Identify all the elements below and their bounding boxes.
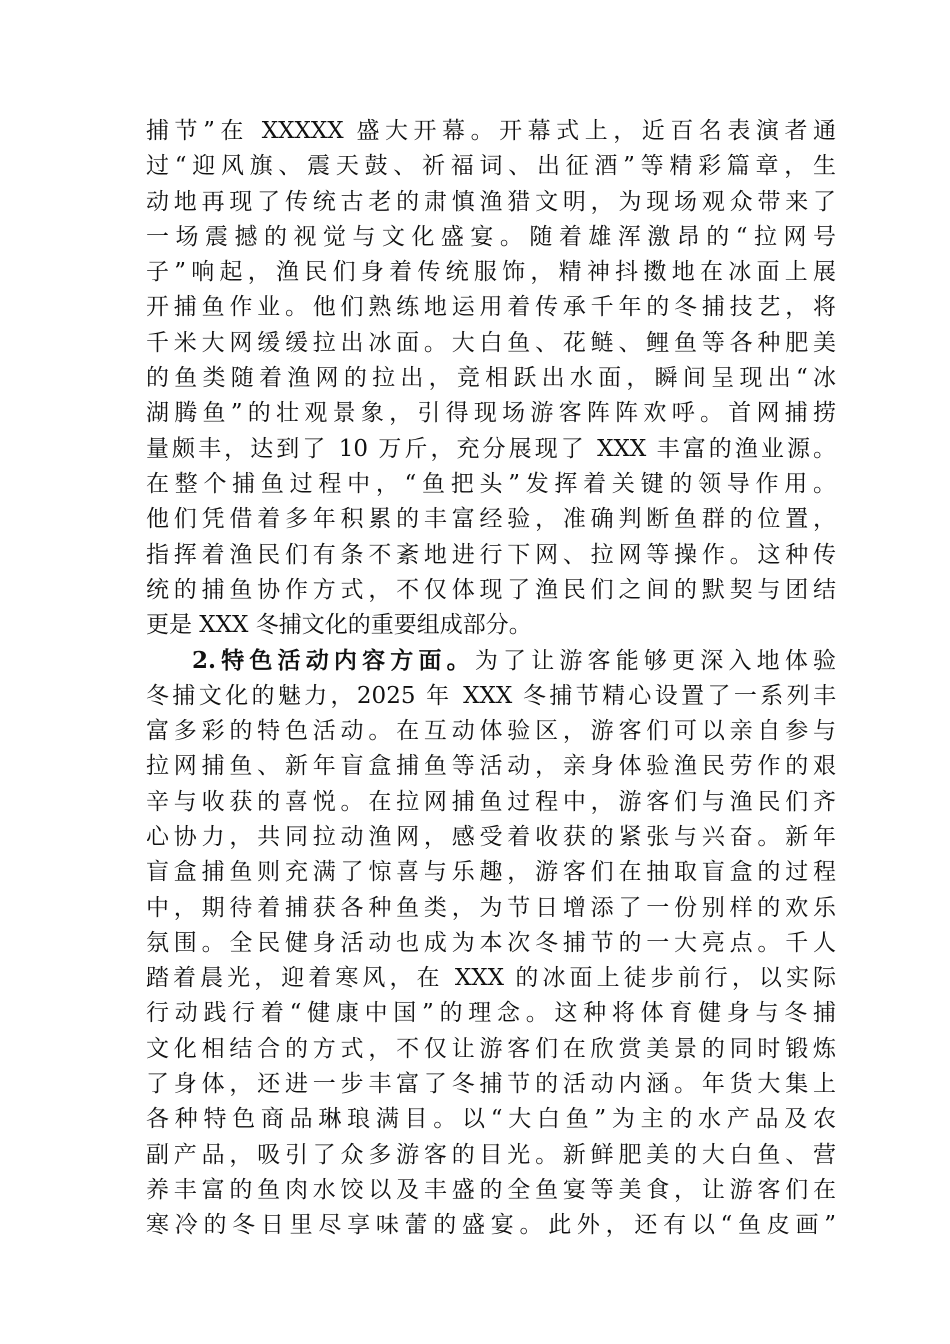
text-line: 氛围。全民健身活动也成为本次冬捕节的一大亮点。千人 <box>146 929 836 956</box>
text-line: 辛与收获的喜悦。在拉网捕鱼过程中，游客们与渔民们齐 <box>146 788 836 815</box>
text-line: 千米大网缓缓拉出冰面。大白鱼、花鲢、鲤鱼等各种肥美 <box>146 329 836 356</box>
text-line: 了身体，还进一步丰富了冬捕节的活动内涵。年货大集上 <box>146 1071 836 1098</box>
text-line: 心协力，共同拉动渔网，感受着收获的紧张与兴奋。新年 <box>146 823 836 850</box>
text-line: 各种特色商品琳琅满目。以“大白鱼”为主的水产品及农 <box>146 1106 836 1133</box>
text-line: 文化相结合的方式，不仅让游客们在欣赏美景的同时锻炼 <box>146 1035 836 1062</box>
text-line: 养丰富的鱼肉水饺以及丰盛的全鱼宴等美食，让游客们在 <box>146 1176 836 1203</box>
text-line: 一场震撼的视觉与文化盛宴。随着雄浑激昂的“拉网号 <box>146 223 836 250</box>
text-line: 量颇丰，达到了 10 万斤，充分展现了 XXX 丰富的渔业源。 <box>146 435 836 462</box>
heading-line-text: 为了让游客能够更深入地体验 <box>474 648 837 675</box>
text-line: 在整个捕鱼过程中，“鱼把头”发挥着关键的领导作用。 <box>146 470 836 497</box>
text-line: 更是 XXX 冬捕文化的重要组成部分。 <box>146 612 532 639</box>
text-line: 的鱼类随着渔网的拉出，竞相跃出水面，瞬间呈现出“冰 <box>146 365 836 392</box>
text-line <box>146 643 836 678</box>
text-line: 拉网捕鱼、新年盲盒捕鱼等活动，亲身体验渔民劳作的艰 <box>146 753 836 780</box>
text-line: 动地再现了传统古老的肃慎渔猎文明，为现场观众带来了 <box>146 188 836 215</box>
text-line: 开捕鱼作业。他们熟练地运用着传承千年的冬捕技艺，将 <box>146 294 836 321</box>
text-line: 副产品，吸引了众多游客的目光。新鲜肥美的大白鱼、营 <box>146 1141 836 1168</box>
document-body <box>146 114 836 1244</box>
text-line: 踏着晨光，迎着寒风，在 XXX 的冰面上徒步前行，以实际 <box>146 965 836 992</box>
paragraph-special-activities <box>146 643 836 1243</box>
text-line: 湖腾鱼”的壮观景象，引得现场游客阵阵欢呼。首网捕捞 <box>146 400 836 427</box>
text-line: 子”响起，渔民们身着传统服饰，精神抖擞地在冰面上展 <box>146 259 836 286</box>
text-line: 捕节”在 XXXXX 盛大开幕。开幕式上，近百名表演者通 <box>146 118 836 144</box>
text-line: 行动践行着“健康中国”的理念。这种将体育健身与冬捕 <box>146 1000 836 1027</box>
text-line: 冬捕文化的魅力，2025 年 XXX 冬捕节精心设置了一系列丰 <box>146 682 836 709</box>
text-line: 他们凭借着多年积累的丰富经验，准确判断鱼群的位置， <box>146 506 836 533</box>
paragraph-ice-fishing-opening <box>146 114 836 643</box>
text-line: 过“迎风旗、震天鼓、祈福词、出征酒”等精彩篇章，生 <box>146 153 836 180</box>
text-line: 富多彩的特色活动。在互动体验区，游客们可以亲自参与 <box>146 718 836 745</box>
section-heading: 2.特色活动内容方面。 <box>192 647 475 675</box>
text-line: 寒冷的冬日里尽享味蕾的盛宴。此外，还有以“鱼皮画” <box>146 1212 836 1239</box>
text-line: 盲盒捕鱼则充满了惊喜与乐趣，游客们在抽取盲盒的过程 <box>146 859 836 886</box>
text-line: 统的捕鱼协作方式，不仅体现了渔民们之间的默契与团结 <box>146 576 836 603</box>
text-line: 指挥着渔民们有条不紊地进行下网、拉网等操作。这种传 <box>146 541 836 568</box>
text-line: 中，期待着捕获各种鱼类，为节日增添了一份别样的欢乐 <box>146 894 836 921</box>
